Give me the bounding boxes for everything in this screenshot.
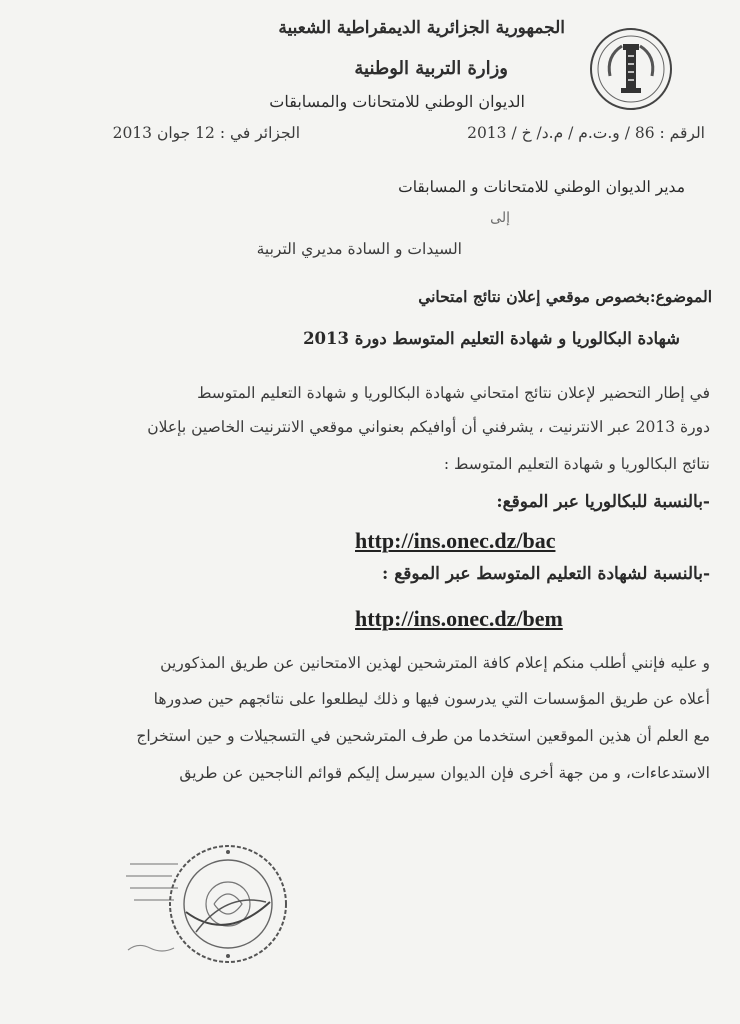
body-p1-line-2: دورة 2013 عبر الانترنيت ، يشرفني أن أوافيكم بعنواني موقعي الانترنيت الخاصين بإعلان xyxy=(147,418,710,436)
official-round-stamp-icon xyxy=(166,842,290,966)
sender: مدير الديوان الوطني للامتحانات و المسابقات xyxy=(398,178,685,196)
bem-url: http://ins.onec.dz/bem xyxy=(355,606,563,631)
subject-line-1: الموضوع:بخصوص موقعي إعلان نتائج امتحاني xyxy=(418,287,712,306)
body-p2-line-3: مع العلم أن هذين الموقعين استخدما من طرف المترشحين في التسجيلات و حين استخراج xyxy=(136,727,710,745)
subject-line-2: شهادة البكالوريا و شهادة التعليم المتوسط دورة 2013 xyxy=(303,329,680,348)
bem-site-label: -بالنسبة لشهادة التعليم المتوسط عبر الموقع : xyxy=(382,564,710,584)
body-p1-line-3: نتائج البكالوريا و شهادة التعليم المتوسط : xyxy=(443,455,710,473)
header-ministry: وزارة التربية الوطنية xyxy=(354,58,508,79)
reference-date: الجزائر في : 12 جوان 2013 xyxy=(112,124,300,142)
bac-site-label: -بالنسبة للبكالوريا عبر الموقع: xyxy=(496,492,710,512)
bac-url: http://ins.onec.dz/bac xyxy=(355,528,556,553)
header-office: الديوان الوطني للامتحانات والمسابقات xyxy=(269,92,525,111)
body-p2-line-2: أعلاه عن طريق المؤسسات التي يدرسون فيها و ذلك ليطلعوا على نتائجهم حين صدورها xyxy=(153,690,710,708)
body-p1-line-1: في إطار التحضير لإعلان نتائج امتحاني شهادة البكالوريا و شهادة التعليم المتوسط xyxy=(197,384,710,402)
body-p2-line-1: و عليه فإنني أطلب منكم إعلام كافة المترشحين لهذين الامتحانين عن طريق المذكورين xyxy=(160,654,710,672)
onec-emblem-icon xyxy=(588,26,674,112)
body-p2-line-4: الاستدعاءات، و من جهة أخرى فإن الديوان سيرسل إليكم قوائم الناجحين عن طريق xyxy=(179,764,710,782)
to-marker: إلى xyxy=(490,210,510,226)
recipient: السيدات و السادة مديري التربية xyxy=(256,240,462,258)
reference-number: الرقم : 86 / و.ت.م / م.د/ خ / 2013 xyxy=(467,124,705,142)
header-republic: الجمهورية الجزائرية الديمقراطية الشعبية xyxy=(278,18,565,38)
